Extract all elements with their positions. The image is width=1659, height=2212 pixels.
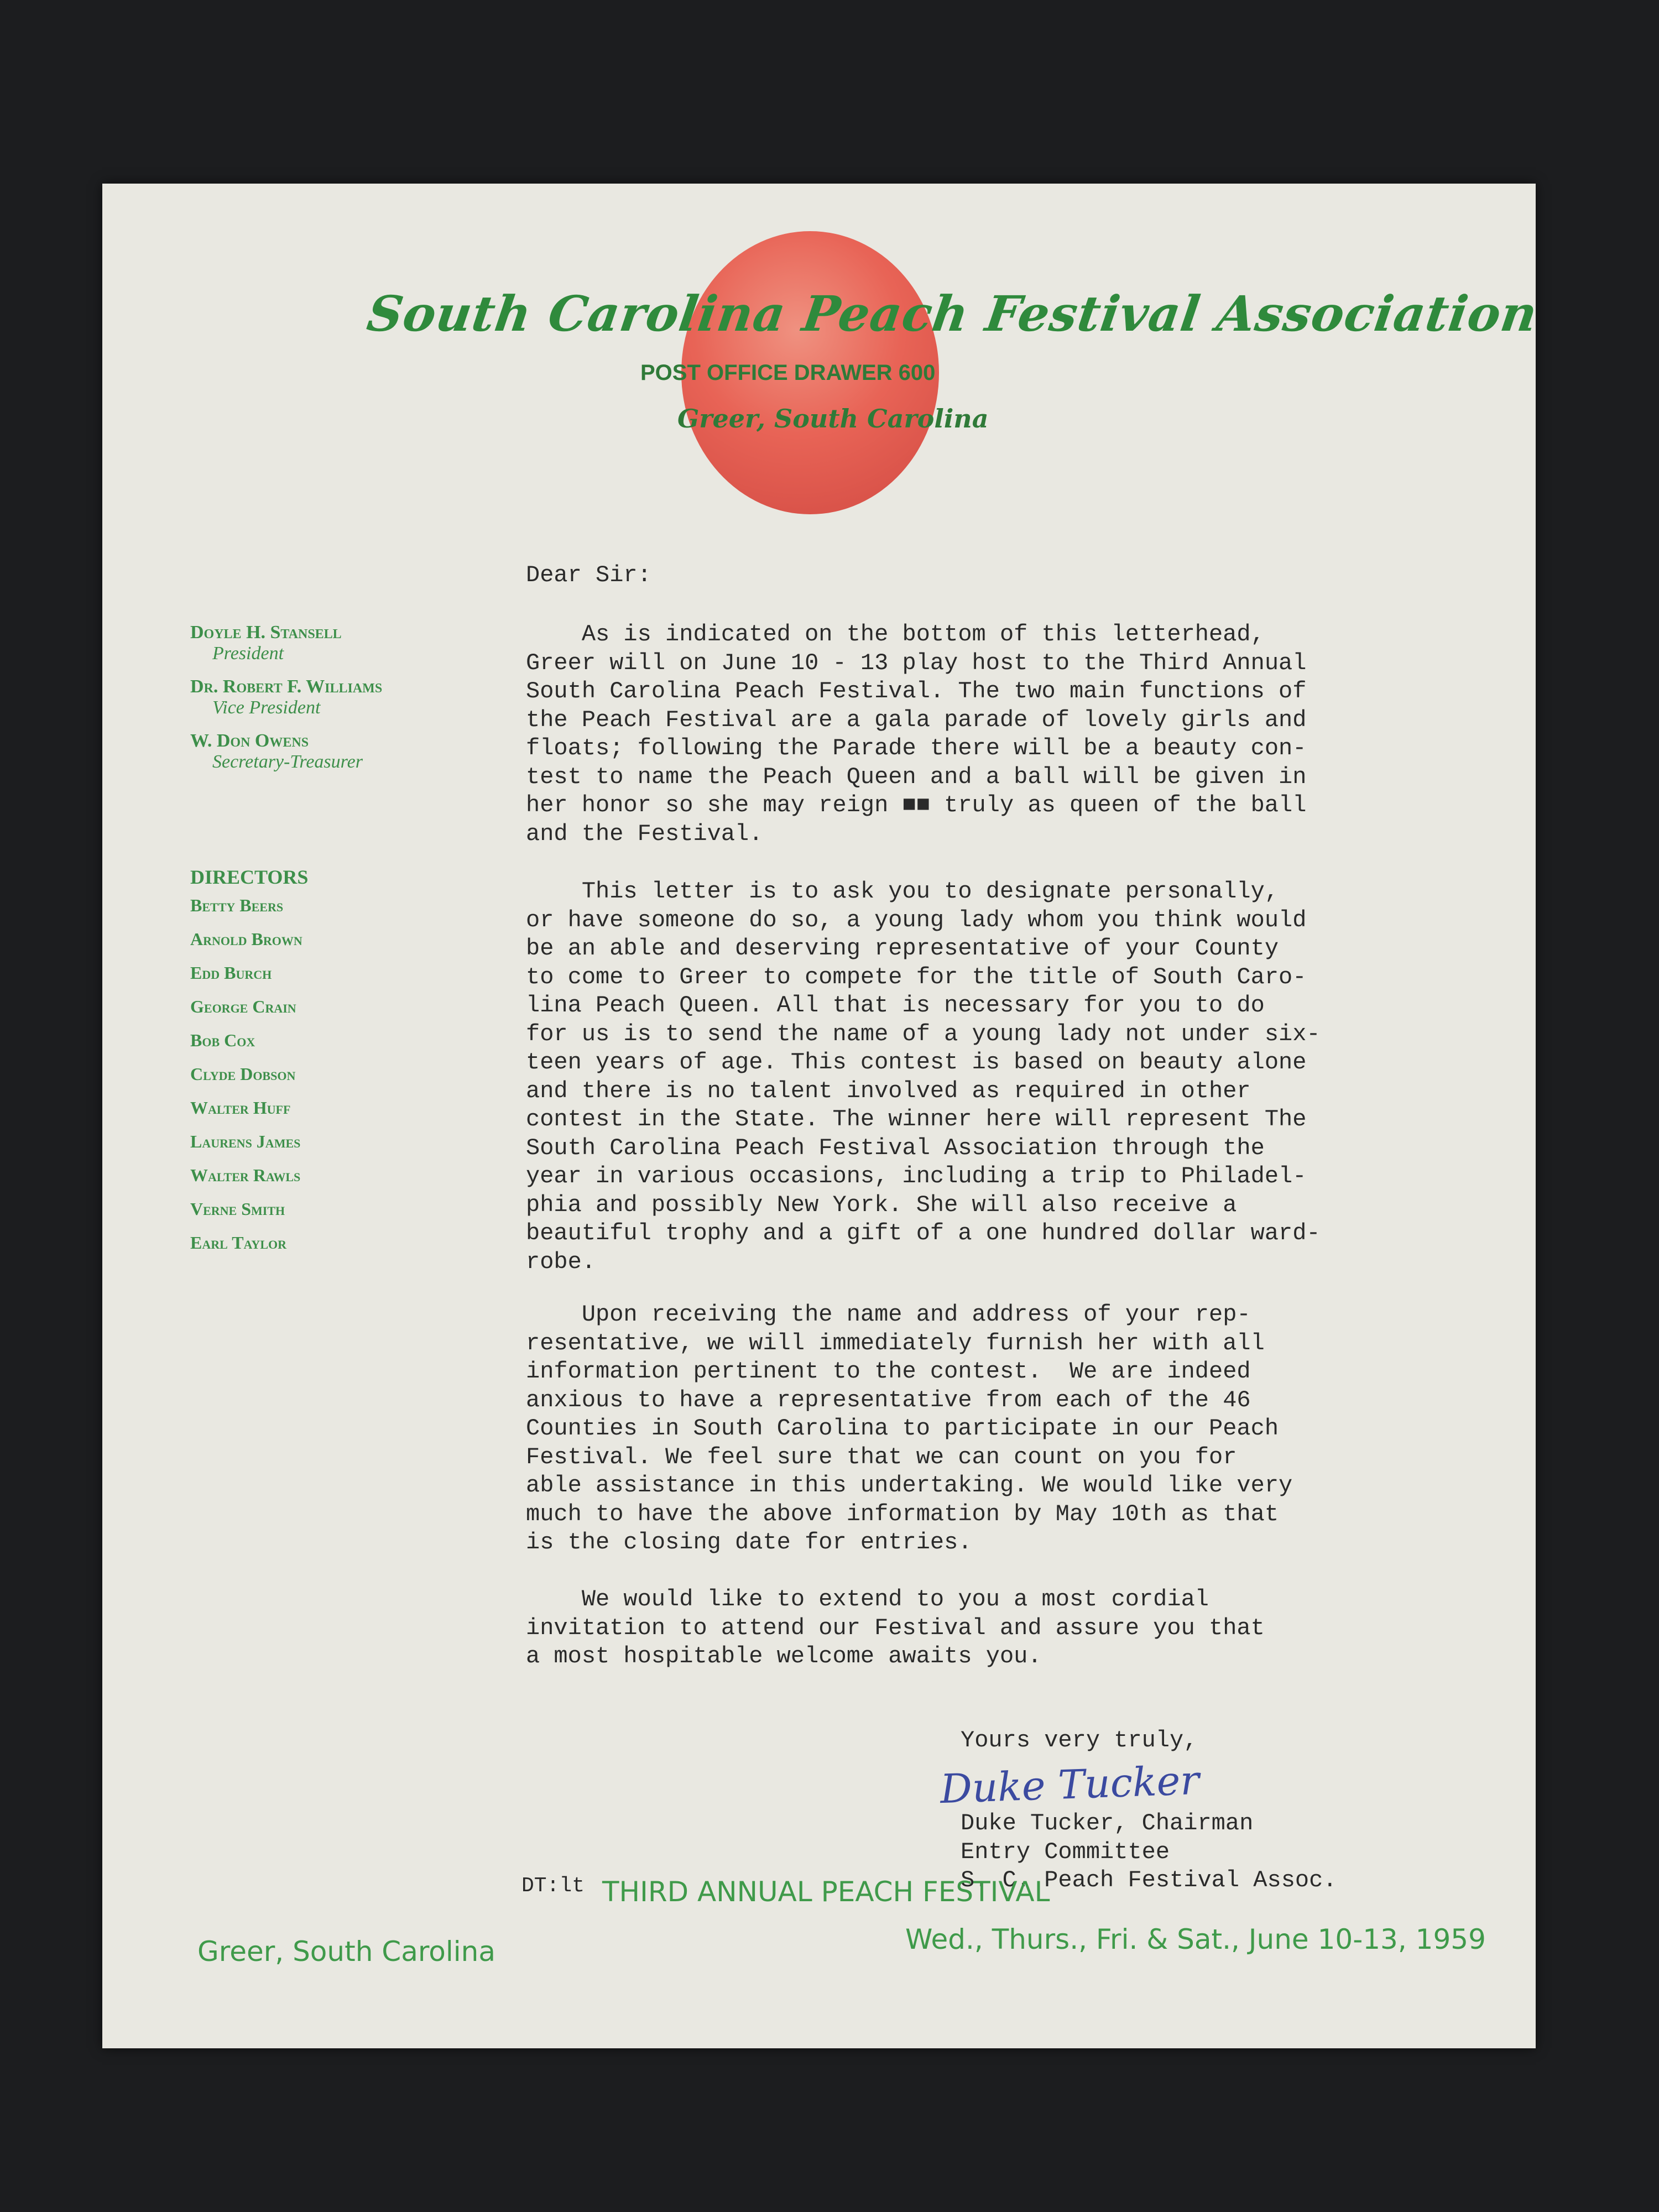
reference-initials: DT:lt bbox=[521, 1874, 585, 1898]
officer-name: Doyle H. Stansell bbox=[190, 622, 342, 643]
directors-heading: DIRECTORS bbox=[190, 866, 309, 888]
director-name: Clyde Dobson bbox=[190, 1064, 296, 1084]
paragraph-1: As is indicated on the bottom of this letterhead, Greer will on June 10 - 13 play host to the Third Annual South Carolina Peach Festival. The two main functions of the Peach Festival are a gala parade of lovely girls and floats; following the Parade there will be a beauty con- test to name the Peach Queen and a ball will be given in her honor so she may reign ■■ truly as queen of the ball and the Festival. bbox=[526, 621, 1307, 847]
organization-title: South Carolina Peach Festival Association bbox=[363, 285, 1541, 342]
footer-event: THIRD ANNUAL PEACH FESTIVAL bbox=[602, 1876, 1050, 1908]
officer bbox=[190, 731, 382, 773]
letterhead-city: Greer, South Carolina bbox=[677, 404, 989, 434]
closing: Yours very truly, bbox=[961, 1727, 1198, 1754]
officer-title: Vice President bbox=[212, 697, 321, 718]
signer-block: Duke Tucker, Chairman Entry Committee S. C. Peach Festival Assoc. bbox=[961, 1810, 1337, 1893]
footer-location: Greer, South Carolina bbox=[197, 1936, 495, 1968]
director-name: Bob Cox bbox=[190, 1030, 255, 1050]
officer bbox=[190, 676, 382, 718]
officers-list bbox=[190, 622, 382, 773]
paragraph-3: Upon receiving the name and address of your rep- resentative, we will immediately furnish her with all information pertinent to the contest. We are indeed anxious to have a representative from each of the 46 Counties in South Carolina to participate in our Peach Festival. We feel sure that we can count on you for able assistance in this undertaking. We would like very much to have the above information by May 10th as that is the closing date for entries. bbox=[526, 1301, 1293, 1556]
director-name: Walter Rawls bbox=[190, 1165, 301, 1185]
director-name: Laurens James bbox=[190, 1131, 301, 1151]
paragraph-4: We would like to extend to you a most cordial invitation to attend our Festival and assure you that a most hospitable welcome awaits you. bbox=[526, 1586, 1265, 1670]
officer-name: W. Don Owens bbox=[190, 731, 309, 751]
director-name: Walter Huff bbox=[190, 1098, 291, 1118]
director-name: George Crain bbox=[190, 997, 296, 1016]
director-name: Betty Beers bbox=[190, 895, 284, 915]
footer-dates: Wed., Thurs., Fri. & Sat., June 10-13, 1959 bbox=[905, 1923, 1486, 1955]
director-name: Arnold Brown bbox=[190, 929, 302, 949]
signature: Duke Tucker bbox=[939, 1756, 1200, 1813]
officer-title: President bbox=[212, 643, 284, 664]
paragraph-2: This letter is to ask you to designate personally, or have someone do so, a young lady whom you think would be an able and deserving representative of your County to come to Greer to compete for the title of South Caro- lina Peach Queen. All that is necessary for you to do for us is to send the name of a young lady not under six- teen years of age. This contest is based on beauty alone and there is no talent involved as required in other contest in the State. The winner here will represent The South Carolina Peach Festival Association through the year in various occasions, including a trip to Philadel- phia and possibly New York. She will also receive a beautiful trophy and a gift of a one hundred dollar ward- robe. bbox=[526, 878, 1321, 1275]
director-name: Earl Taylor bbox=[190, 1233, 286, 1253]
officer-title: Secretary-Treasurer bbox=[212, 752, 363, 772]
director-name: Verne Smith bbox=[190, 1199, 285, 1219]
directors-list bbox=[190, 865, 308, 1260]
letterhead-address: POST OFFICE DRAWER 600 bbox=[640, 361, 936, 385]
officer bbox=[190, 622, 382, 664]
salutation: Dear Sir: bbox=[526, 562, 651, 588]
officer-name: Dr. Robert F. Williams bbox=[190, 676, 383, 697]
director-name: Edd Burch bbox=[190, 963, 272, 983]
